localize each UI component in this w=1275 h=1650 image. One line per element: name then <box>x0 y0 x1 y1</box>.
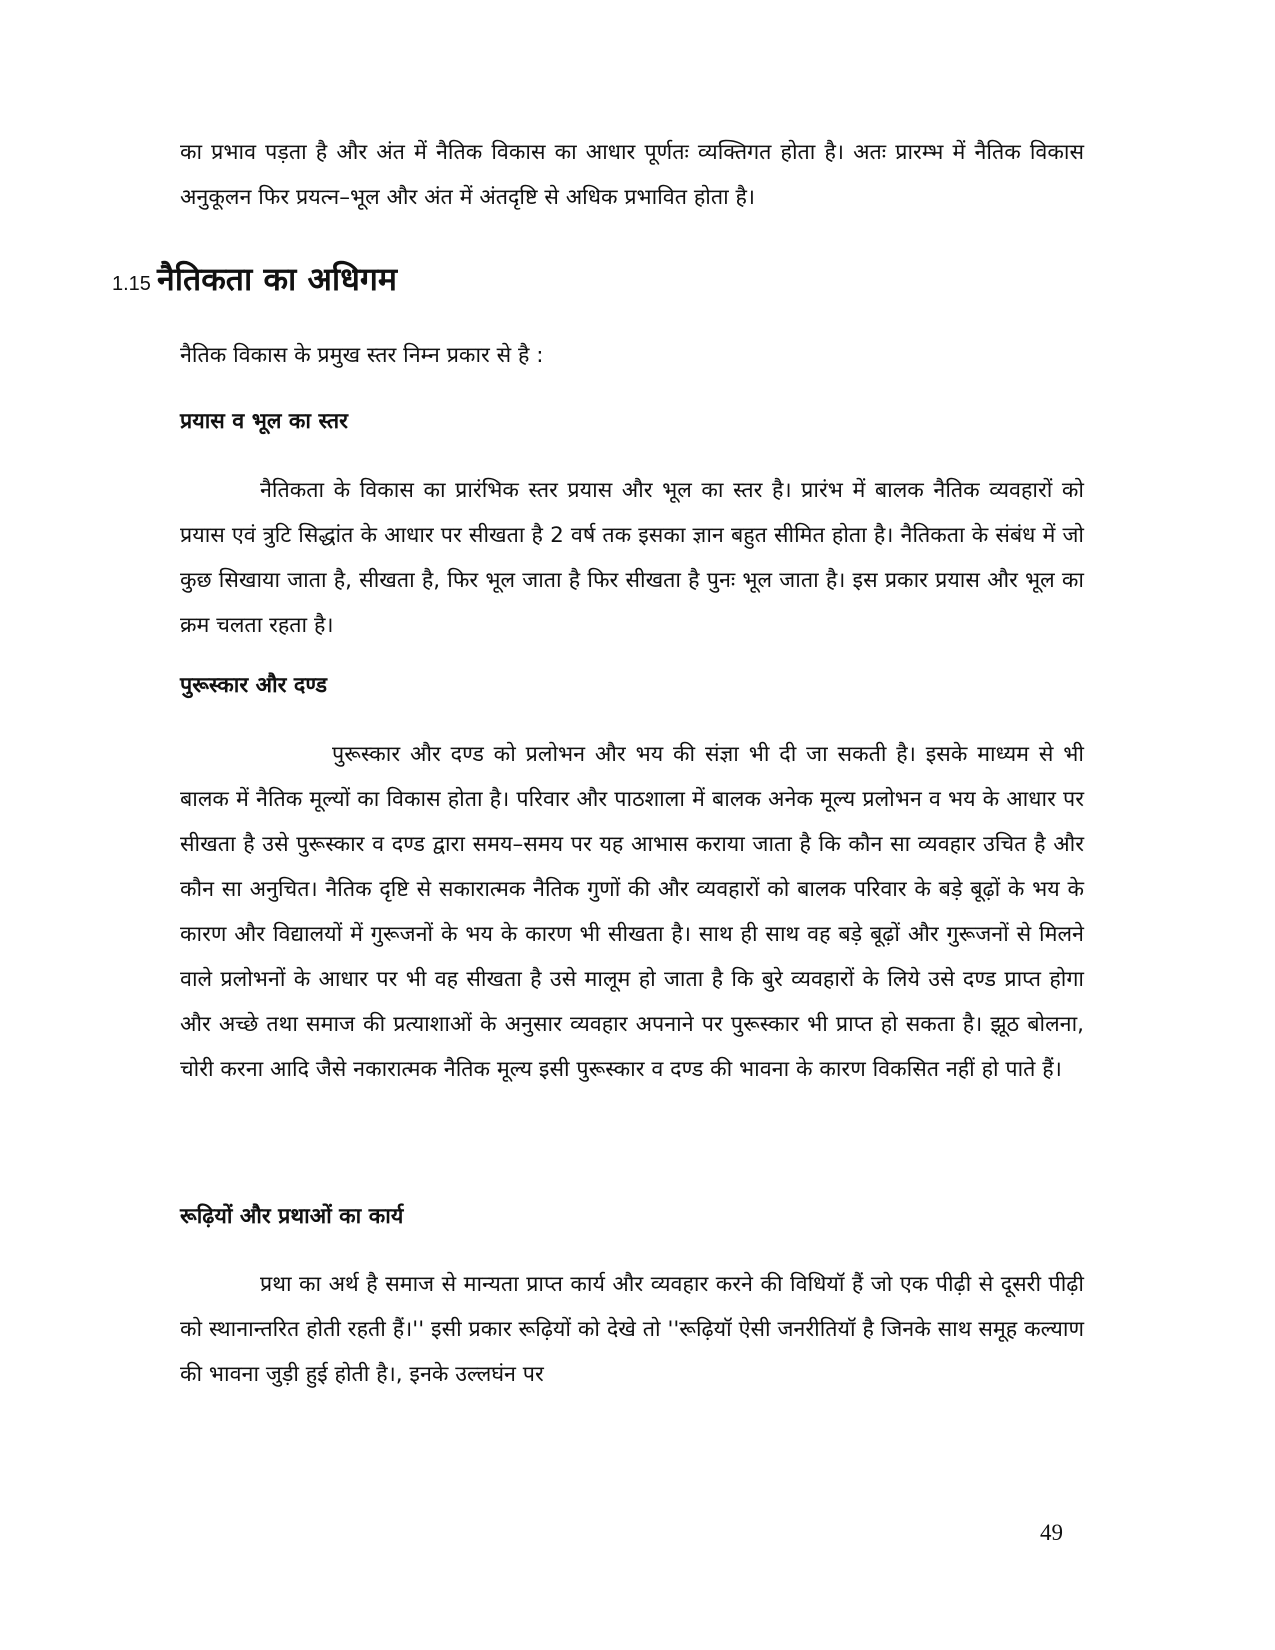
section-number: 1.15 <box>112 273 151 295</box>
paragraph-customs-traditions: प्रथा का अर्थ है समाज से मान्यता प्राप्त कार्य और व्यवहार करने की विधियॉ हैं जो एक पीढ़ी से दूसरी पीढ़ी को स्थानान्तरित होती रहती हैं।'' इसी प्रकार रूढ़ियों को देखे तो ''रूढ़ियॉ ऐसी जनरीतियॉ है जिनके साथ समूह कल्याण की भावना जुड़ी हुई होती है।, इनके उल्लघंन पर <box>180 1272 1084 1387</box>
section-title: नैतिकता का अधिगम <box>156 260 398 298</box>
paragraph-trial-error: नैतिकता के विकास का प्रारंभिक स्तर प्रयास और भूल का स्तर है। प्रारंभ में बालक नैतिक व्यवहारों को प्रयास एवं त्रुटि सिद्धांत के आधार पर सीखता है 2 वर्ष तक इसका ज्ञान बहुत सीमित होता है। नैतिकता के संबंध में जो कुछ सिखाया जाता है, सीखता है, फिर भूल जाता है फिर सीखता है पुनः भूल जाता है। इस प्रकार प्रयास और भूल का क्रम चलता रहता है। <box>180 478 1084 638</box>
subheading-trial-error: प्रयास व भूल का स्तर <box>180 409 348 434</box>
subheading-reward-punishment: पुरूस्कार और दण्ड <box>180 673 328 698</box>
page-number: 49 <box>1040 1520 1063 1545</box>
intro-paragraph: का प्रभाव पड़ता है और अंत में नैतिक विकास का आधार पूर्णतः व्यक्तिगत होता है। अतः प्रारम्भ में नैतिक विकास अनुकूलन फिर प्रयत्न–भूल और अंत में अंतदृष्टि से अधिक प्रभावित होता है। <box>180 140 1084 210</box>
section-lead: नैतिक विकास के प्रमुख स्तर निम्न प्रकार से है : <box>180 343 544 368</box>
paragraph-reward-punishment: पुरूस्कार और दण्ड को प्रलोभन और भय की संज्ञा भी दी जा सकती है। इसके माध्यम से भी बालक में नैतिक मूल्यों का विकास होता है। परिवार और पाठशाला में बालक अनेक मूल्य प्रलोभन व भय के आधार पर सीखता है उसे पुरूस्कार व दण्ड द्वारा समय–समय पर यह आभास कराया जाता है कि कौन सा व्यवहार उचित है और कौन सा अनुचित। नैतिक दृष्टि से सकारात्मक नैतिक गुणों की और व्यवहारों को बालक परिवार के बड़े बूढ़ों के भय के कारण और विद्यालयों में गुरूजनों के भय के कारण भी सीखता है। साथ ही साथ वह बड़े बूढ़ों और गुरूजनों से मिलने वाले प्रलोभनों के आधार पर भी वह सीखता है उसे मालूम हो जाता है कि बुरे व्यवहारों के लिये उसे दण्ड प्राप्त होगा और अच्छे तथा समाज की प्रत्याशाओं के अनुसार व्यवहार अपनाने पर पुरूस्कार भी प्राप्त हो सकता है। झूठ बोलना, चोरी करना आदि जैसे नकारात्मक नैतिक मूल्य इसी पुरूस्कार व दण्ड की भावना के कारण विकसित नहीं हो पाते हैं। <box>180 742 1084 1082</box>
section-heading <box>112 256 397 307</box>
subheading-customs-traditions: रूढ़ियों और प्रथाओं का कार्य <box>180 1204 404 1229</box>
